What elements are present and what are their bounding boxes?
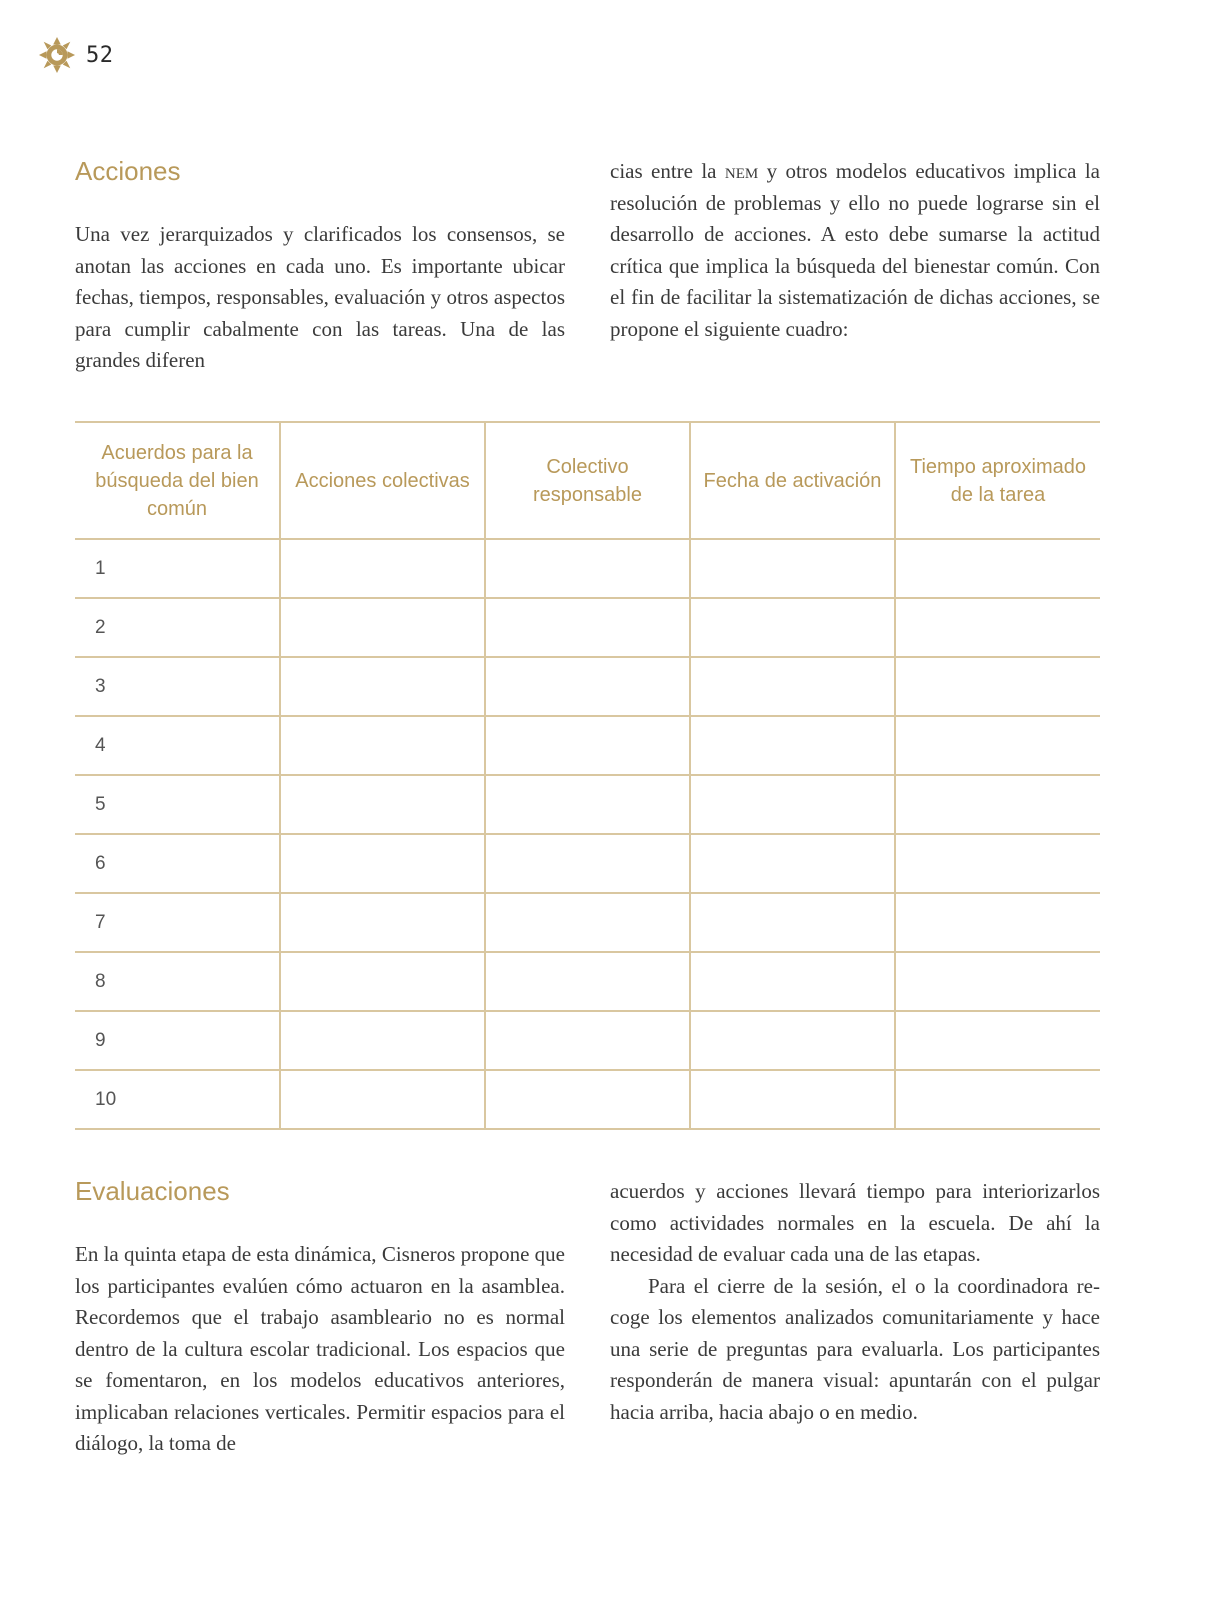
acciones-right-column <box>610 156 1100 377</box>
blank-cell[interactable] <box>485 1070 690 1129</box>
blank-cell[interactable] <box>895 598 1100 657</box>
table-row <box>75 539 1100 598</box>
header-acciones: Acciones colectivas <box>280 422 485 539</box>
evaluaciones-paragraph-1: En la quinta etapa de esta dinámica, Cisneros propone que los participantes evalúen cómo actuaron en la asamblea. Recordemos que el trabajo asambleario no es normal dentro de la cultura escolar tradicional. Los espacios que se fomentaron, en los modelos educativos anteriores, implicaban relaciones verticales. Permitir espacios para el diálogo, la toma de <box>75 1242 565 1455</box>
blank-cell[interactable] <box>485 834 690 893</box>
blank-cell[interactable] <box>280 657 485 716</box>
blank-cell[interactable] <box>280 952 485 1011</box>
acciones-left-column <box>75 156 565 377</box>
blank-cell[interactable] <box>280 716 485 775</box>
blank-cell[interactable] <box>895 716 1100 775</box>
row-number: 8 <box>75 952 280 1011</box>
blank-cell[interactable] <box>485 657 690 716</box>
blank-cell[interactable] <box>895 1011 1100 1070</box>
evaluaciones-right-column <box>610 1176 1100 1460</box>
table-body <box>75 539 1100 1129</box>
table-row <box>75 834 1100 893</box>
blank-cell[interactable] <box>690 598 895 657</box>
evaluaciones-paragraph-3: Para el cierre de la sesión, el o la coordinadora recoge los elementos analizados comunitariamente y hace una serie de preguntas para evaluarla. Los participantes responderán de manera visual: apuntarán con el pulgar hacia arriba, hacia abajo o en medio. <box>610 1273 1100 1424</box>
blank-cell[interactable] <box>690 1011 895 1070</box>
blank-cell[interactable] <box>690 775 895 834</box>
blank-cell[interactable] <box>690 539 895 598</box>
blank-cell[interactable] <box>280 834 485 893</box>
table-row <box>75 716 1100 775</box>
row-number: 2 <box>75 598 280 657</box>
blank-cell[interactable] <box>895 657 1100 716</box>
blank-cell[interactable] <box>280 598 485 657</box>
header-tiempo: Tiempo aproximado de la tarea <box>895 422 1100 539</box>
blank-cell[interactable] <box>485 539 690 598</box>
evaluaciones-columns <box>75 1176 1100 1460</box>
table-row <box>75 1011 1100 1070</box>
evaluaciones-left-column <box>75 1176 565 1460</box>
table-row <box>75 893 1100 952</box>
evaluaciones-heading: Evaluaciones <box>75 1176 230 1206</box>
blank-cell[interactable] <box>690 834 895 893</box>
blank-cell[interactable] <box>485 893 690 952</box>
header-fecha: Fecha de activación <box>690 422 895 539</box>
acciones-paragraph-1: Una vez jerarquizados y clarificados los consensos, se anotan las acciones en cada uno. Es importante ubicar fechas, tiempos, responsables, evaluación y otros aspectos para cumplir cabalmente con las tareas. Una de las grandes diferen <box>75 222 565 372</box>
blank-cell[interactable] <box>895 775 1100 834</box>
evaluaciones-section <box>75 1176 1100 1460</box>
acciones-paragraph-2 <box>610 156 1100 345</box>
evaluaciones-paragraph-2: acuerdos y acciones llevará tiempo para interiorizarlos como actividades normales en la escuela. De ahí la necesidad de evaluar cada una de las etapas. <box>610 1179 1100 1266</box>
blank-cell[interactable] <box>280 893 485 952</box>
acciones-text-post: y otros modelos educativos implica la resolución de problemas y ello no puede lograrse sin el desarrollo de acciones. A esto debe sumarse la actitud crítica que implica la búsqueda del bienestar común. Con el fin de facilitar la sistematización de dichas acciones, se propone el siguiente cuadro: <box>610 159 1100 341</box>
blank-cell[interactable] <box>690 1070 895 1129</box>
blank-cell[interactable] <box>690 657 895 716</box>
nem-abbreviation: nem <box>724 159 759 183</box>
acciones-section <box>75 156 1100 377</box>
row-number: 5 <box>75 775 280 834</box>
table-row <box>75 1070 1100 1129</box>
sun-gear-emblem-icon <box>38 36 76 74</box>
row-number: 6 <box>75 834 280 893</box>
row-number: 3 <box>75 657 280 716</box>
row-number: 1 <box>75 539 280 598</box>
blank-cell[interactable] <box>895 539 1100 598</box>
blank-cell[interactable] <box>280 539 485 598</box>
table-row <box>75 598 1100 657</box>
blank-cell[interactable] <box>280 1070 485 1129</box>
blank-cell[interactable] <box>895 893 1100 952</box>
blank-cell[interactable] <box>485 716 690 775</box>
page-number: 52 <box>86 42 114 68</box>
row-number: 7 <box>75 893 280 952</box>
blank-cell[interactable] <box>485 598 690 657</box>
header-acuerdos: Acuerdos para la búsqueda del bien común <box>75 422 280 539</box>
blank-cell[interactable] <box>895 834 1100 893</box>
blank-cell[interactable] <box>280 775 485 834</box>
table-row <box>75 657 1100 716</box>
table-row <box>75 952 1100 1011</box>
header-colectivo: Colectivo responsable <box>485 422 690 539</box>
blank-cell[interactable] <box>690 716 895 775</box>
acciones-columns <box>75 156 1100 377</box>
acciones-heading: Acciones <box>75 156 181 186</box>
acciones-text-pre: cias entre la <box>610 159 725 183</box>
page-header <box>38 36 114 74</box>
row-number: 4 <box>75 716 280 775</box>
blank-cell[interactable] <box>690 893 895 952</box>
table-row <box>75 775 1100 834</box>
blank-cell[interactable] <box>485 952 690 1011</box>
row-number: 10 <box>75 1070 280 1129</box>
blank-cell[interactable] <box>485 1011 690 1070</box>
blank-cell[interactable] <box>895 1070 1100 1129</box>
blank-cell[interactable] <box>485 775 690 834</box>
blank-cell[interactable] <box>690 952 895 1011</box>
table-header-row <box>75 422 1100 539</box>
row-number: 9 <box>75 1011 280 1070</box>
blank-cell[interactable] <box>895 952 1100 1011</box>
blank-cell[interactable] <box>280 1011 485 1070</box>
actions-table <box>75 421 1100 1130</box>
